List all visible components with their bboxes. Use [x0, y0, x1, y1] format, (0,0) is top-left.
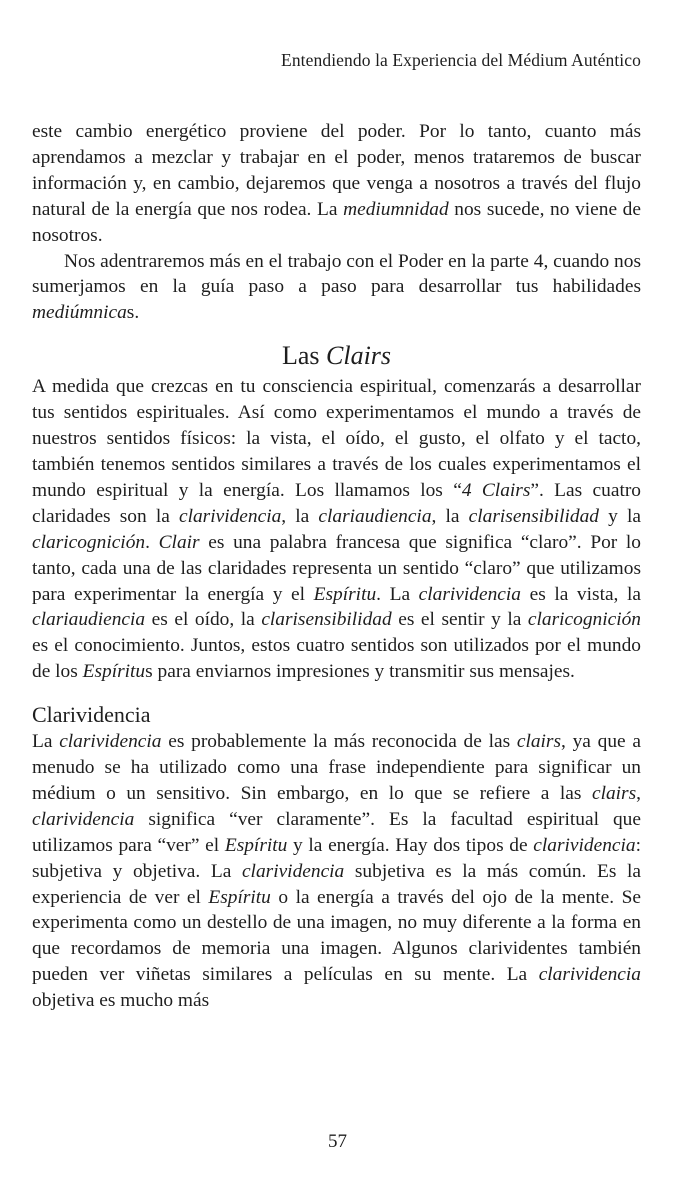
text-run: es probablemente la más reconocida de las — [161, 731, 517, 753]
paragraph — [32, 249, 641, 327]
text-run: objetiva es mucho más — [32, 990, 210, 1012]
paragraph — [32, 729, 641, 1014]
section-heading-italic: Clairs — [326, 341, 392, 371]
text-run: o la energía a través del ojo de la mente. Se experimenta como un destello de una imagen, no muy diferente a la forma en que recordamos de memoria una imagen. Algunos clarividentes también pueden ver viñetas similares a películas en su mente. La — [32, 886, 641, 986]
text-run: A medida que crezcas en tu consciencia espiritual, comenzarás a desarrollar tus sentidos espirituales. Así como experimentamos el mundo a través de nuestros sentidos físicos: la vista, el oído, el gusto, el olfato y el tacto, también tenemos sentidos similares a través de los cuales experimentamos el mundo espiritual y la energía. Los llamamos los “ — [32, 376, 641, 501]
italic-run: clarividencia — [178, 505, 282, 527]
text-run: Nos adentraremos más en el trabajo con el Poder en la parte 4, cuando nos sumerjamos en la guía paso a paso para desarrollar tus habilidades — [32, 250, 641, 298]
italic-run: clarividencia — [32, 808, 135, 830]
text-run: es el conocimiento. Juntos, estos cuatro sentidos son utilizados por el mundo de los — [32, 635, 641, 683]
text-run: s. — [126, 302, 140, 324]
italic-run: clarividencia — [538, 964, 641, 986]
text-run: . La — [376, 583, 419, 605]
text-run: es el oído, la — [145, 609, 262, 631]
italic-run: claricognición — [527, 609, 641, 631]
text-run: , — [636, 782, 641, 804]
italic-run: clariaudiencia — [32, 609, 146, 631]
italic-run: Espíritu — [82, 661, 146, 683]
italic-run: claricognición — [32, 531, 146, 553]
text-run: , ya que a menudo se ha utilizado como una frase independiente para significar un médium o un sensitivo. Sin embargo, en lo que se refiere a las — [32, 731, 641, 804]
text-run: significa “ver claramente”. Es la facultad espiritual que utilizamos para “ver” el — [32, 808, 641, 856]
italic-run: clarisensibilidad — [261, 609, 392, 631]
text-run: y la — [599, 505, 641, 527]
running-header: Entendiendo la Experiencia del Médium Auténtico — [281, 50, 641, 70]
italic-run: clarisensibilidad — [468, 505, 600, 527]
text-run: , la — [281, 505, 319, 527]
text-run: La — [32, 731, 60, 753]
italic-run: 4 Clairs — [461, 479, 531, 501]
subsection-heading: Clarividencia — [32, 702, 151, 728]
italic-run: Espíritu — [224, 834, 288, 856]
paragraph — [32, 119, 641, 249]
italic-run: Espíritu — [313, 583, 377, 605]
text-run: y la energía. Hay dos tipos de — [287, 834, 534, 856]
text-run: . — [145, 531, 159, 553]
italic-run: clarividencia — [241, 860, 345, 882]
text-run: ”. Las cuatro claridades son la — [32, 479, 641, 527]
text-run: es una palabra francesa que significa “claro”. Por lo tanto, cada una de las claridades representa un sentido “claro” que utilizamos para experimentar la energía y el — [32, 531, 642, 605]
italic-run: Clair — [158, 531, 200, 553]
text-run: : subjetiva y objetiva. La — [32, 834, 641, 882]
paragraph — [32, 374, 641, 685]
section-heading — [32, 342, 641, 370]
italic-run: clairs — [516, 731, 562, 753]
italic-run: clarividencia — [533, 834, 636, 856]
italic-run: clairs — [591, 782, 637, 804]
italic-run: Espíritu — [208, 886, 271, 908]
text-run: este cambio energético proviene del poder. Por lo tanto, cuanto más aprendamos a mezclar y trabajar en el poder, menos trataremos de buscar información y, en cambio, dejaremos que venga a nosotros a través del flujo natural de la energía que nos rodea. La — [32, 121, 641, 220]
page-number: 57 — [328, 1131, 347, 1152]
text-run: es el sentir y la — [391, 609, 528, 631]
italic-run: clariaudiencia — [318, 505, 432, 527]
italic-run: clarividencia — [418, 583, 521, 605]
text-run: subjetiva es la más común. Es la experiencia de ver el — [32, 860, 641, 908]
body-text — [32, 119, 641, 1014]
text-run: nos sucede, no viene de nosotros. — [32, 198, 641, 246]
section-heading-text: Las — [281, 341, 326, 371]
italic-run: clarividencia — [59, 731, 162, 753]
text-run: es la vista, la — [520, 583, 642, 605]
text-run: s para enviarnos impresiones y transmitir sus mensajes. — [145, 661, 575, 683]
italic-run: mediumnidad — [343, 198, 449, 220]
text-run: , la — [431, 505, 469, 527]
italic-run: mediúmnica — [32, 302, 127, 324]
